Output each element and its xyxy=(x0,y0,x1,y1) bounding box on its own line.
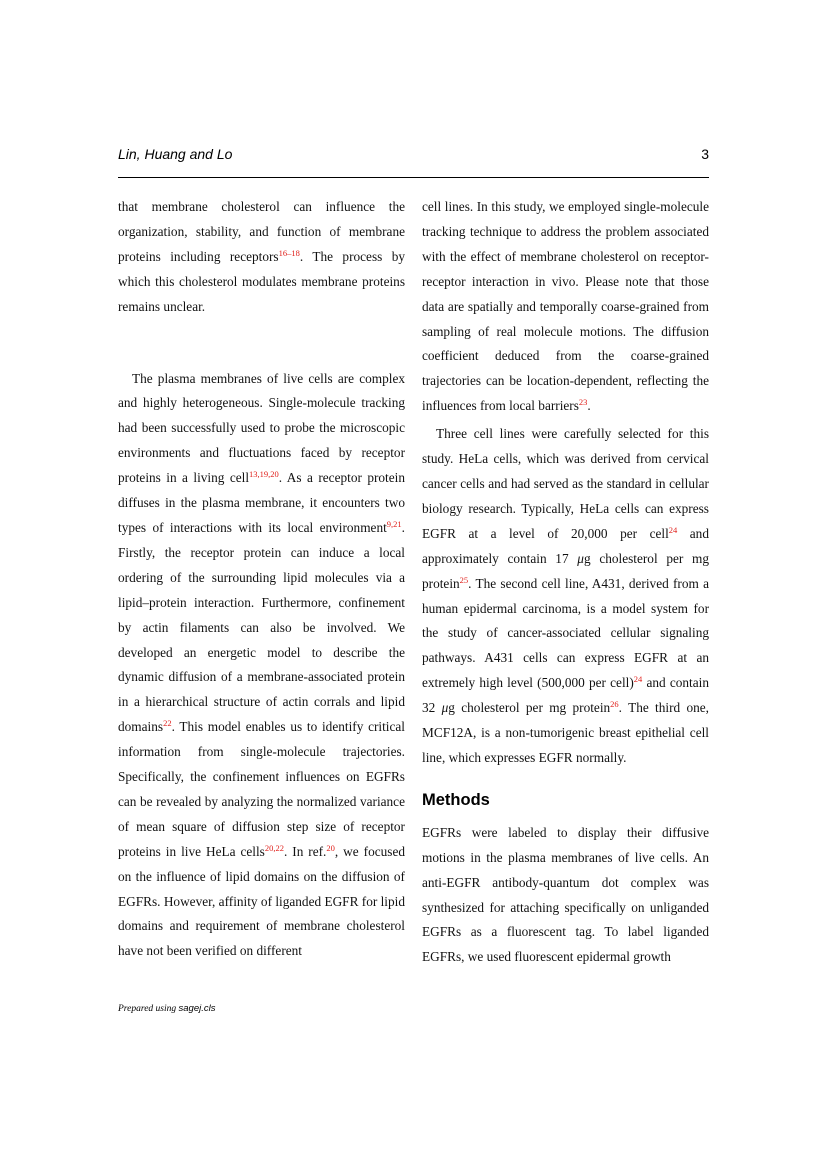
mu-symbol: μ xyxy=(577,550,584,566)
mu-symbol: μ xyxy=(441,700,449,716)
right-column xyxy=(422,195,709,970)
citation-link[interactable]: 24 xyxy=(668,524,678,535)
footer-class-file: sagej.cls xyxy=(178,1003,216,1014)
left-column xyxy=(118,195,405,964)
citation-link[interactable]: 13,19,20 xyxy=(249,469,279,480)
running-header-authors: Lin, Huang and Lo xyxy=(118,146,233,162)
paragraph: Three cell lines were carefully selected for this study. HeLa cells, which was derived from cervical cancer cells and had served as the standard in cellular biology research. Typically, HeLa cells can express EGFR at a level of 20,000 per cell$^{24}$ and approximately contain 17 μg cholesterol per mg protein$^{25}$. The second cell line, A431, derived from a human epidermal carcinoma, is a model system for the study of cancer-associated cellular signaling pathways. A431 cells can express EGFR at an extremely high level (500,000 per cell)$^{24}$ and contain 32 μg cholesterol per mg protein$^{26}$. The third one, MCF12A, is a non-tumorigenic breast epithelial cell line, which expresses EGFR normally. xyxy=(422,426,709,765)
paragraph: The plasma membranes of live cells are complex and highly heterogeneous. Single-molecule tracking had been successfully used to probe the microscopic environments and fluctuations faced by receptor proteins in a living cell$^{13,19,20}$. As a receptor protein diffuses in the plasma membrane, it encounters two types of interactions with its local environment$^{9,21}$. Firstly, the receptor protein can induce a local ordering of the surrounding lipid molecules via a lipid–protein interaction. Furthermore, confinement by actin filaments can also be involved. We developed an energetic model to describe the dynamic diffusion of a membrane-associated protein in a hierarchical structure of actin corrals and lipid domains$^{22}$. This model enables us to identify critical information from single-molecule trajectories. Specifically, the confinement influences on EGFRs can be revealed by analyzing the normalized variance of mean square of diffusion step size of receptor proteins in live HeLa cells$^{20,22}$. In ref.$^{20}$, we focused on the influence of lipid domains on the diffusion of EGFRs. However, affinity of liganded EGFR for lipid domains and requirement of membrane cholesterol have not been verified on different xyxy=(118,370,405,959)
section-heading-methods: Methods xyxy=(422,790,490,809)
paragraph: that membrane cholesterol can influence the organization, stability, and function of membrane proteins including receptors$^{16-18}$. The process by which this cholesterol modulates membrane proteins remains unclear. xyxy=(118,199,405,314)
citation-link[interactable]: 24 xyxy=(633,674,643,685)
running-header xyxy=(118,146,709,166)
footer-prepared-label: Prepared using xyxy=(118,1004,177,1014)
citation-link[interactable]: 16–18 xyxy=(278,247,300,258)
citation-link[interactable]: 22 xyxy=(163,718,172,729)
header-rule xyxy=(118,177,709,178)
citation-link[interactable]: 20 xyxy=(326,842,335,853)
citation-link[interactable]: 23 xyxy=(578,397,588,408)
paragraph: EGFRs were labeled to display their diffusive motions in the plasma membranes of live cells. An anti-EGFR antibody-quantum dot complex was synthesized for attaching specifically on unliganded EGFRs as a fluorescent tag. To label liganded EGFRs, we used fluorescent epidermal growth xyxy=(422,824,709,965)
citation-link[interactable]: 26 xyxy=(610,699,619,710)
citation-link[interactable]: 20,22 xyxy=(264,842,284,853)
citation-link[interactable]: 9,21 xyxy=(386,518,402,529)
page-number: 3 xyxy=(701,146,709,162)
footer xyxy=(118,1003,215,1014)
paragraph: cell lines. In this study, we employed single-molecule tracking technique to address the problem associated with the effect of membrane cholesterol on receptor-receptor interaction in vivo. Please note that those data are spatially and temporally coarse-grained from sampling of real molecule motions. The diffusion coefficient deduced from the coarse-grained trajectories can be location-dependent, reflecting the influences from local barriers$^{23}$. xyxy=(422,199,709,414)
citation-link[interactable]: 25 xyxy=(459,574,469,585)
